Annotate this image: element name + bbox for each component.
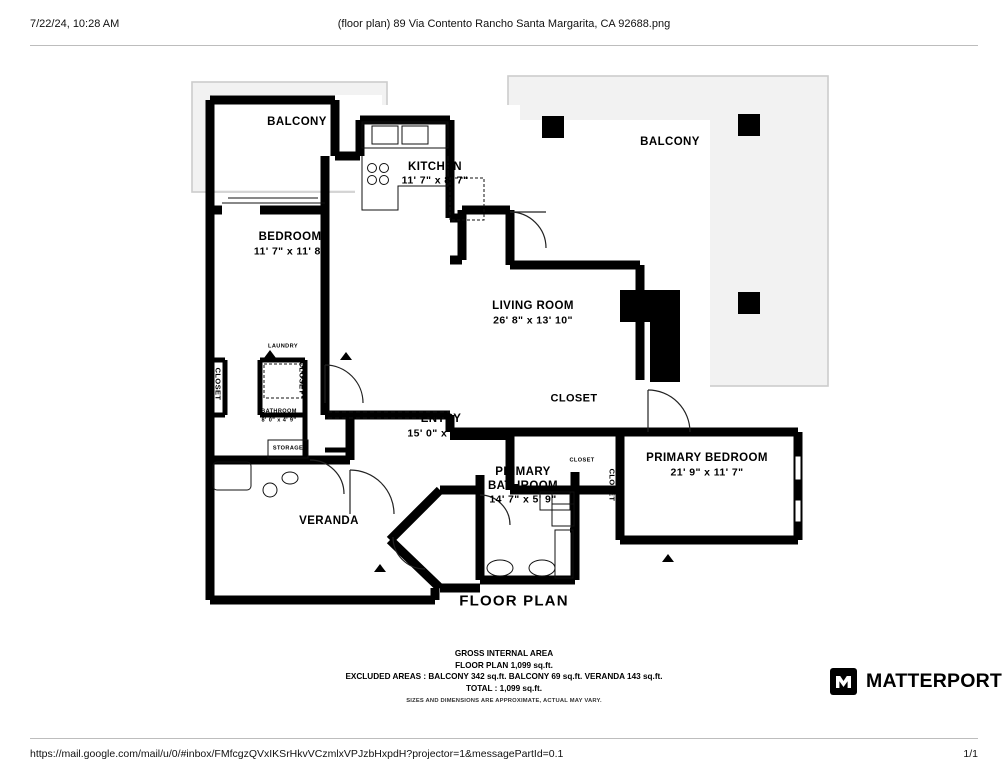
label-primary-bathroom-line1: PRIMARY — [495, 465, 551, 478]
document-title: (floor plan) 89 Via Contento Rancho Santa Margarita, CA 92688.png — [337, 18, 671, 30]
gross-internal-area-label: GROSS INTERNAL AREA — [454, 649, 554, 658]
matterport-wordmark: MATTERPORT — [866, 670, 1002, 692]
label-bathroom: BATHROOM — [261, 408, 297, 415]
label-living-room-dim: 26' 8" x 13' 10" — [493, 314, 573, 327]
label-storage: STORAGE — [272, 445, 304, 452]
label-bedroom-dim: 11' 7" x 11' 8" — [253, 245, 327, 258]
footer-divider — [30, 738, 978, 739]
label-entry: ENTRY — [420, 412, 462, 425]
label-bedroom: BEDROOM — [258, 230, 322, 243]
label-closet-center: CLOSET — [550, 392, 598, 405]
floor-plan-area: FLOOR PLAN 1,099 sq.ft. — [455, 660, 553, 670]
label-closet-small: CLOSET — [569, 457, 595, 464]
label-kitchen: KITCHEN — [408, 160, 462, 173]
source-url: https://mail.google.com/mail/u/0/#inbox/FMfcgzQVxIKSrHkvVCzmlxVPJzbHxpdH?projector=1&messagePartId=0.1 — [30, 748, 564, 760]
label-primary-bedroom: PRIMARY BEDROOM — [646, 451, 768, 464]
label-laundry: LAUNDRY — [268, 343, 298, 350]
header-divider — [30, 45, 978, 46]
print-date: 7/22/24, 10:28 AM — [30, 18, 120, 30]
page-number: 1/1 — [963, 748, 978, 760]
label-kitchen-dim: 11' 7" x 8' 7" — [401, 174, 469, 187]
area-disclaimer: SIZES AND DIMENSIONS ARE APPROXIMATE, ACTUAL MAY VARY. — [406, 697, 602, 704]
total-area: TOTAL : 1,099 sq.ft. — [466, 683, 542, 693]
label-balcony-right: BALCONY — [640, 135, 700, 148]
label-closet-hall: CLOSET — [297, 361, 307, 395]
label-balcony-top: BALCONY — [267, 115, 327, 128]
label-entry-dim: 15' 0" x 8' 7" — [407, 427, 475, 440]
label-closet-bedroom: CLOSET — [213, 367, 223, 401]
excluded-areas: EXCLUDED AREAS : BALCONY 342 sq.ft. BALCONY 69 sq.ft. VERANDA 143 sq.ft. — [345, 672, 663, 682]
label-primary-bathroom-line2: BATHROOM — [487, 479, 559, 492]
label-bathroom-dim: 8' 0" x 4' 9" — [261, 417, 297, 424]
label-primary-bedroom-dim: 21' 9" x 11' 7" — [670, 466, 744, 479]
label-living-room: LIVING ROOM — [492, 299, 574, 312]
label-veranda: VERANDA — [299, 514, 359, 527]
matterport-mark-icon — [830, 668, 857, 695]
label-closet-primary: CLOSET — [607, 468, 617, 502]
floor-plan-drawing — [150, 60, 870, 620]
matterport-logo — [830, 668, 1002, 695]
floor-plan-title: FLOOR PLAN — [459, 592, 569, 610]
label-primary-bathroom-dim: 14' 7" x 5' 9" — [489, 493, 557, 506]
